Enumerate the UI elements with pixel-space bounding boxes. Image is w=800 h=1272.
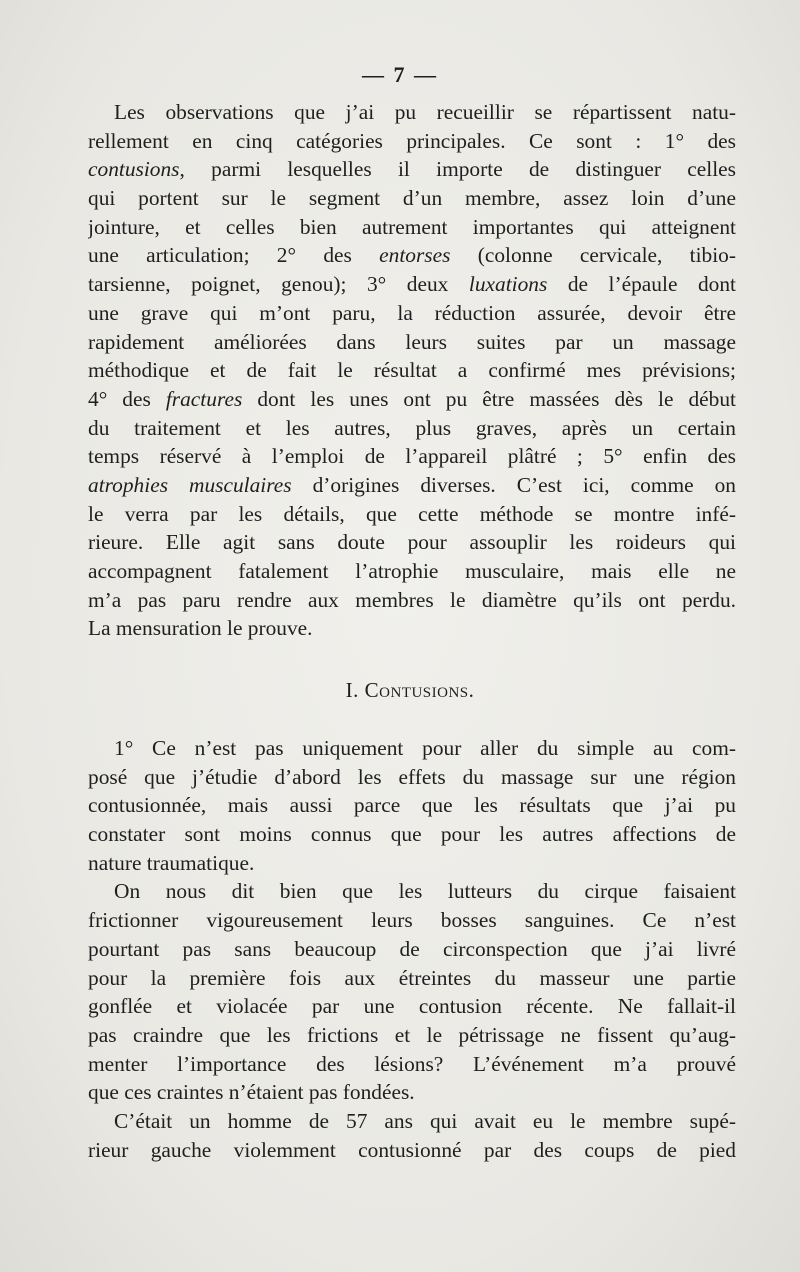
text-line: jointure, et celles bien autrement importantes qui atteignent [88,214,736,239]
text-line: m’a pas paru rendre aux membres le diamètre qu’ils ont perdu. [88,587,736,612]
text-line: pas craindre que les frictions et le pétrissage ne fissent qu’aug- [88,1022,736,1047]
text-line: temps réservé à l’emploi de l’appareil plâtré ; 5° enfin des [88,444,736,469]
text-line: constater sont moins connus que pour les autres affections de [88,822,736,847]
text-line: Les observations que j’ai pu recueillir se répartissent natu- [114,100,736,124]
text-line: C’était un homme de 57 ans qui avait eu le membre supé- [114,1108,736,1133]
text-line: 4° des fractures dont les unes ont pu être massées dès le début [88,386,736,411]
text-line: La mensuration le prouve. [88,616,313,641]
text-line: menter l’importance des lésions? L’événement m’a prouvé [88,1051,736,1076]
paragraph-observations [88,98,736,643]
text-line: pour la première fois aux étreintes du masseur une partie [88,965,736,990]
page-number: — 7 — [362,62,438,87]
text-line: que ces craintes n’étaient pas fondées. [88,1080,415,1105]
text-line: On nous dit bien que les lutteurs du cirque faisaient [114,879,736,904]
text-line: pourtant pas sans beaucoup de circonspection que j’ai livré [88,936,736,961]
text-line: tarsienne, poignet, genou); 3° deux luxations de l’épaule dont [88,272,736,297]
section-heading [0,678,800,703]
section-body [88,734,736,1164]
italic-term: atrophies musculaires [88,472,292,497]
text-line: rellement en cinq catégories principales. Ce sont : 1° des [88,128,736,153]
text-line: rieur gauche violemment contusionné par des coups de pied [88,1137,736,1162]
text-line: méthodique et de fait le résultat a confirmé mes prévisions; [88,358,736,383]
italic-term: luxations [468,272,548,297]
text-line: le verra par les détails, que cette méthode se montre infé- [88,501,736,526]
text-line: contusionnée, mais aussi parce que les résultats que j’ai pu [88,793,736,818]
section-number: I. [345,678,359,702]
text-line: gonflée et violacée par une contusion récente. Ne fallait-il [88,994,736,1019]
text-line: accompagnent fatalement l’atrophie musculaire, mais elle ne [88,559,736,583]
text-line: posé que j’étudie d’abord les effets du massage sur une région [88,764,736,789]
text-line: frictionner vigoureusement leurs bosses sanguines. Ce n’est [88,908,736,933]
text-line: rapidement améliorées dans leurs suites par un massage [88,329,736,354]
text-line: qui portent sur le segment d’un membre, assez loin d’une [88,186,736,211]
text-line: 1° Ce n’est pas uniquement pour aller du simple au com- [114,736,736,760]
italic-term: contusions [88,157,180,182]
italic-term: fractures [165,386,243,411]
text-line: rieure. Elle agit sans doute pour assouplir les roideurs qui [88,530,736,555]
text-line: du traitement et les autres, plus graves, après un certain [88,415,736,440]
text-line: une articulation; 2° des entorses (colonne cervicale, tibio- [88,243,736,268]
text-line: atrophies musculaires d’origines diverses. C’est ici, comme on [88,472,736,497]
text-line: une grave qui m’ont paru, la réduction assurée, devoir être [88,300,736,325]
section-title: Contusions. [364,678,475,702]
italic-term: entorses [379,243,451,268]
text-line: nature traumatique. [88,850,255,875]
text-line: contusions, parmi lesquelles il importe de distinguer celles [88,157,736,182]
